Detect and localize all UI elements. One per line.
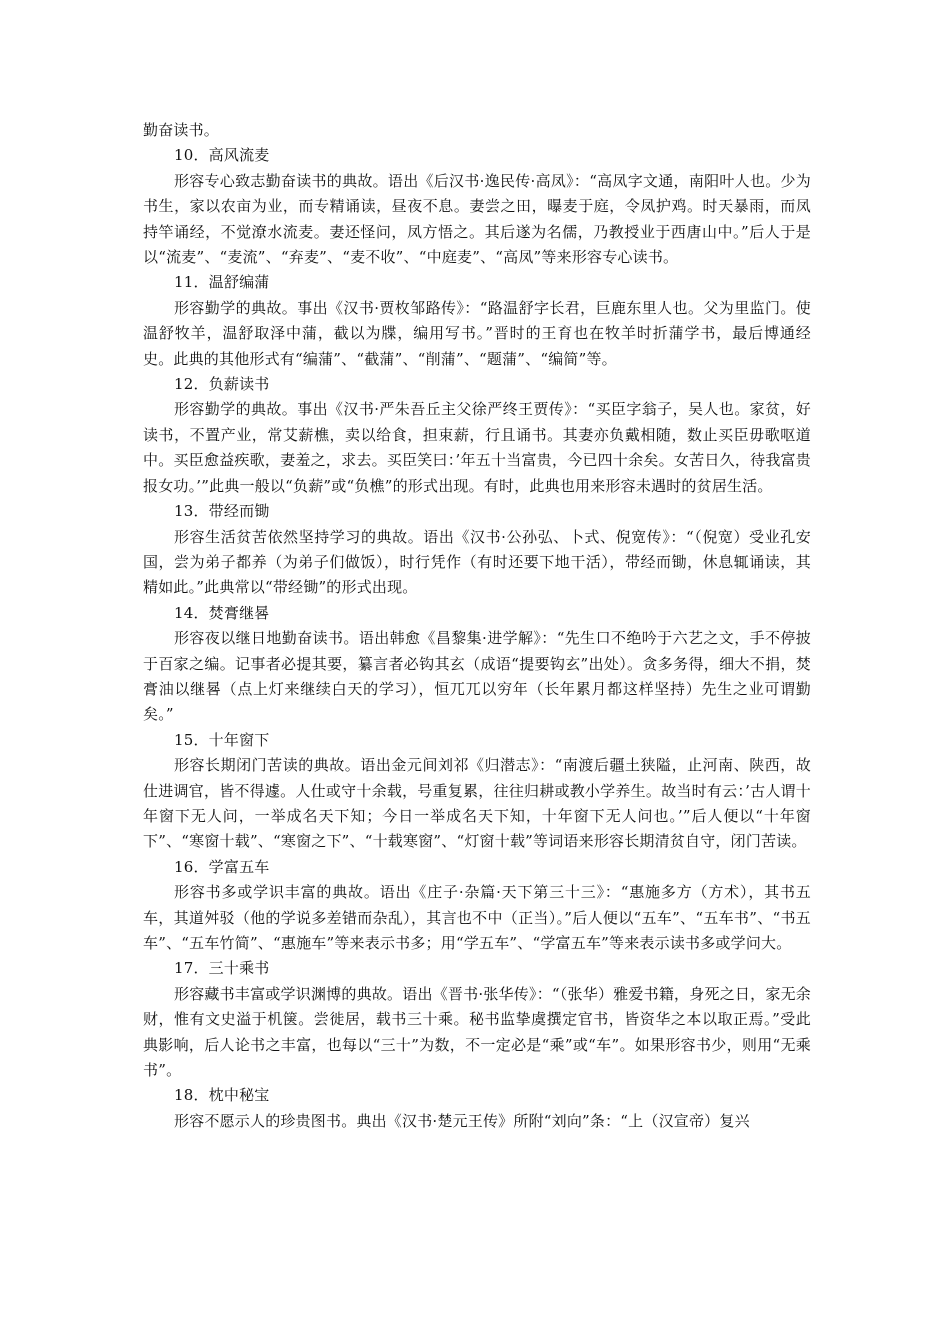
entry-heading: 10．高风流麦 (174, 146, 270, 165)
entry-heading: 17．三十乘书 (174, 959, 270, 978)
entry-body: 形容生活贫苦依然坚持学习的典故。语出《汉书·公孙弘、卜式、倪宽传》：“（倪宽）受业孔安国，尝为弟子都养（为弟子们做饭），时行凭作（有时还要下地干活），带经而锄，休息辄诵读，其精如此。”此典常以“带经锄”的形式出现。 (143, 527, 811, 597)
entry-body: 形容不愿示人的珍贵图书。典出《汉书·楚元王传》所附“刘向”条：“上（汉宣帝）复兴 (174, 1111, 750, 1130)
entry-heading: 12．负薪读书 (174, 375, 270, 394)
entry-heading: 14．焚膏继晷 (174, 603, 270, 622)
entry-body: 形容长期闭门苦读的典故。语出金元间刘祁《归潜志》：“南渡后疆土狭隘，止河南、陕西，故仕进调官，皆不得遽。人仕或守十余载，号重复累，往往归耕或教小学养生。故当时有云：’古人谓十年窗下无人问，一举成名天下知；今日一举成名天下知，十年窗下无人问也。’”后人便以“十年窗下”、“寒窗十载”、“寒窗之下”、“十载寒窗”、“灯窗十载”等词语来形容长期清贫自守，闭门苦读。 (143, 756, 811, 851)
entry-body: 形容专心致志勤奋读书的典故。语出《后汉书·逸民传·高凤》：“高凤字文通，南阳叶人也。少为书生，家以农亩为业，而专精诵读，昼夜不息。妻尝之田，曝麦于庭，令凤护鸡。时天暴雨，而凤持竿诵经，不觉潦水流麦。妻还怪问，凤方悟之。其后遂为名儒，乃教授业于西唐山中。”后人于是以“流麦”、“麦流”、“弃麦”、“麦不收”、“中庭麦”、“高凤”等来形容专心读书。 (143, 171, 811, 267)
entry-heading: 13．带经而锄 (174, 502, 270, 521)
entry-body: 形容勤学的典故。事出《汉书·严朱吾丘主父徐严终王贾传》：“买臣字翁子，吴人也。家贫，好读书，不置产业，常艾薪樵，卖以给食，担束薪，行且诵书。其妻亦负戴相随，数止买臣毋歌呕道中。买臣愈益疾歌，妻羞之，求去。买臣笑曰：’年五十当富贵，今已四十余矣。女苦日久，待我富贵报女功。’”此典一般以“负薪”或“负樵”的形式出现。有时，此典也用来形容未遇时的贫居生活。 (143, 400, 811, 495)
entry-heading: 11．温舒编蒲 (174, 273, 270, 292)
entry-body: 形容夜以继日地勤奋读书。语出韩愈《昌黎集·进学解》：“先生口不绝吟于六艺之文，手不停披于百家之编。记事者必提其要，纂言者必钩其玄（成语“提要钩玄”出处）。贪多务得，细大不捐，焚膏油以继晷（点上灯来继续白天的学习），恒兀兀以穷年（长年累月都这样坚持）先生之业可谓勤矣。” (143, 629, 811, 724)
entry-heading: 18．枕中秘宝 (174, 1086, 270, 1105)
entry-heading: 16．学富五车 (174, 857, 270, 876)
entry-body: 形容勤学的典故。事出《汉书·贾枚邹路传》：“路温舒字长君，巨鹿东里人也。父为里监门。使温舒牧羊，温舒取泽中蒲，截以为牒，编用写书。”晋时的王育也在牧羊时折蒲学书，最后博通经史。此典的其他形式有“编蒲”、“截蒲”、“削蒲”、“题蒲”、“编简”等。 (143, 298, 811, 368)
entry-body: 形容藏书丰富或学识渊博的典故。语出《晋书·张华传》：“（张华）雅爱书籍，身死之日，家无余财，惟有文史溢于机箧。尝徙居，载书三十乘。秘书监挚虞撰定官书，皆资华之本以取正焉。”受此典影响，后人论书之丰富，也每以“三十”为数，不一定必是“乘”或“车”。如果形容书少，则用“无乘书”。 (143, 984, 811, 1080)
entry-body: 形容书多或学识丰富的典故。语出《庄子·杂篇·天下第三十三》：“惠施多方（方术），其书五车，其道舛驳（他的学说多差错而杂乱），其言也不中（正当）。”后人便以“五车”、“五车书”、“书五车”、“五车竹简”、“惠施车”等来表示书多；用“学五车”、“学富五车”等来表示读书多或学问大。 (143, 883, 811, 952)
entry-heading: 15．十年窗下 (174, 730, 270, 749)
document-page (143, 118, 811, 1134)
continuation-text: 勤奋读书。 (143, 121, 220, 139)
